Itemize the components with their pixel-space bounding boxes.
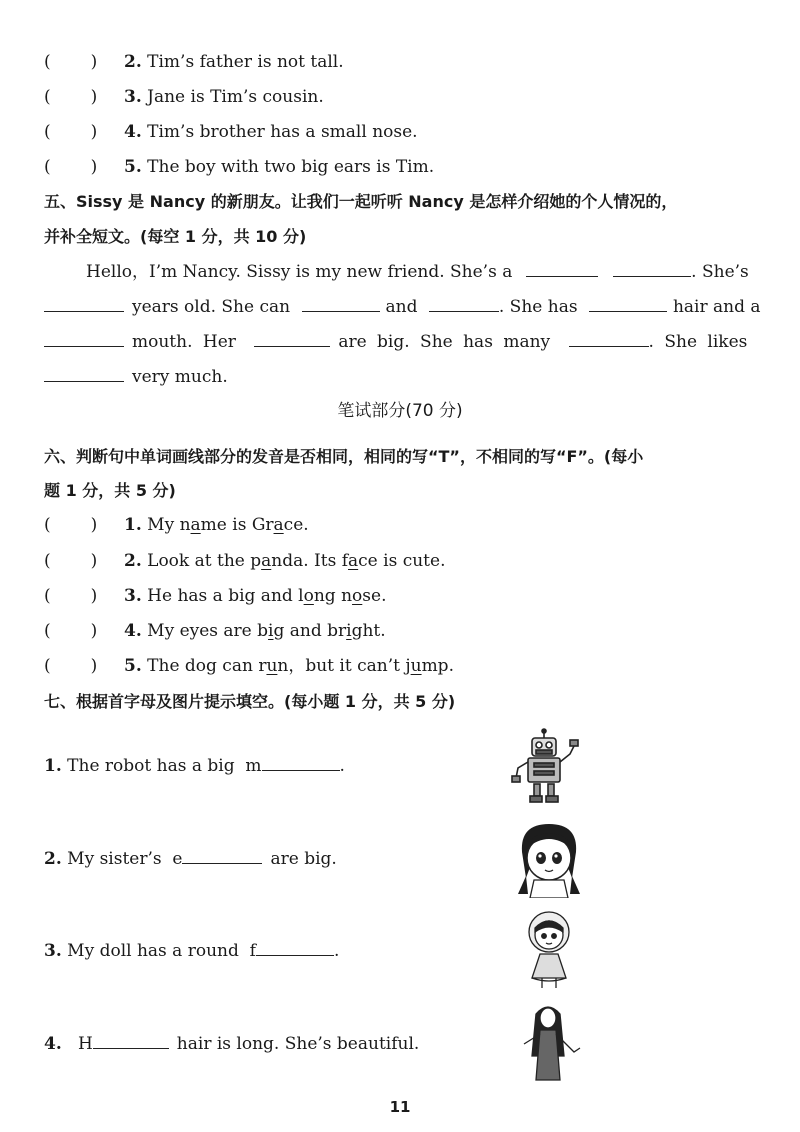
answer-blank[interactable] [262,769,340,771]
judge-item: ( ) 4. Tim’s brother has a small nose. [44,122,418,142]
judge-item: ( ) 3. Jane is Tim’s cousin. [44,87,324,107]
answer-blank[interactable] [613,275,691,277]
page-number: 11 [389,1098,411,1116]
answer-blank[interactable] [44,380,124,382]
answer-blank[interactable] [302,310,380,312]
answer-blank[interactable] [44,345,124,347]
pronunciation-item: ( ) 3. He has a big and long nose. [44,586,387,606]
answer-blank[interactable] [589,310,667,312]
pronunciation-item: ( ) 1. My name is Grace. [44,515,309,535]
answer-blank[interactable] [182,862,262,864]
answer-blank[interactable] [569,345,649,347]
woman-long-hair-picture [518,1000,584,1084]
doll-picture [518,908,580,990]
pronunciation-item: ( ) 2. Look at the panda. Its face is cute. [44,551,446,571]
fill-item: 4. H hair is long. She’s beautiful. [44,1034,420,1054]
passage-line: mouth. Her are big. She has many . She likes [44,331,747,353]
passage-line: years old. She can and . She has hair and a [44,296,761,318]
section6-title: 六、判断句中单词画线部分的发音是否相同，相同的写“T”，不相同的写“F”。(每小 [44,447,644,466]
judge-item: ( ) 5. The boy with two big ears is Tim. [44,157,435,177]
answer-blank[interactable] [429,310,499,312]
robot-picture [508,728,580,804]
judge-item: ( ) 2. Tim’s father is not tall. [44,52,344,72]
answer-blank[interactable] [526,275,598,277]
passage-line: very much. [44,366,228,388]
passage-line: Hello，I’m Nancy. Sissy is my new friend. She’s a . She’s [86,262,749,282]
answer-blank[interactable] [93,1047,169,1049]
section7-title: 七、根据首字母及图片提示填空。(每小题 1 分，共 5 分) [44,692,456,711]
pronunciation-item: ( ) 5. The dog can run，but it can’t jump. [44,656,454,676]
section5-title-cont: 并补全短文。(每空 1 分，共 10 分) [44,227,307,246]
answer-blank[interactable] [44,310,124,312]
section6-title-cont: 题 1 分，共 5 分) [44,481,176,500]
fill-item: 2. My sister’s e are big. [44,849,337,869]
answer-blank[interactable] [256,954,334,956]
section5-title: 五、Sissy 是 Nancy 的新朋友。让我们一起听听 Nancy 是怎样介绍她的个人情况的， [44,192,678,211]
girl-big-eyes-picture [510,818,588,898]
answer-blank[interactable] [254,345,330,347]
fill-item: 3. My doll has a round f . [44,941,340,961]
pronunciation-item: ( ) 4. My eyes are big and bright. [44,621,386,641]
written-part-title: 笔试部分(70 分) [337,401,463,421]
fill-item: 1. The robot has a big m . [44,756,345,776]
